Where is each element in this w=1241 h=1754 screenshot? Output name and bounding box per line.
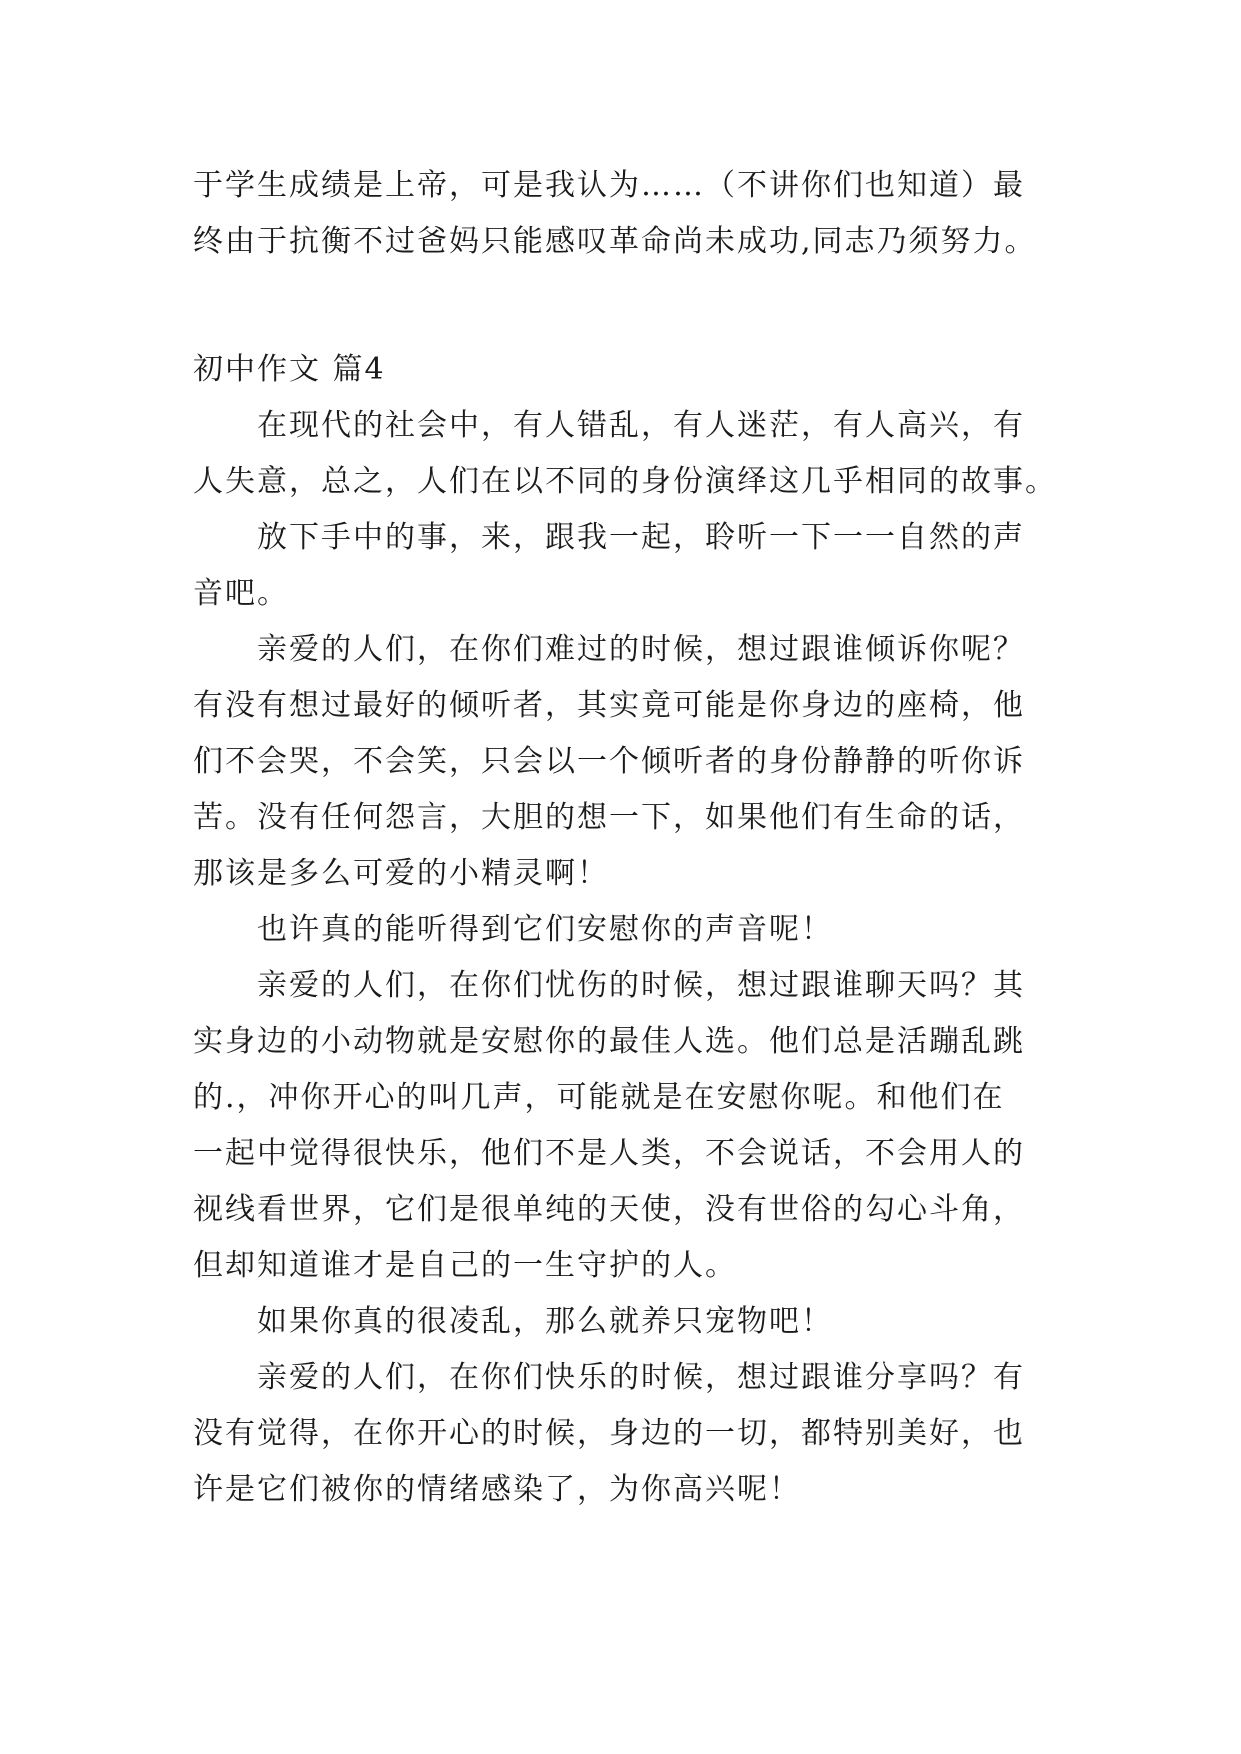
text-line: 视线看世界，它们是很单纯的天使，没有世俗的勾心斗角， <box>193 1192 1025 1227</box>
text-line: 亲爱的人们，在你们快乐的时候，想过跟谁分享吗？有 <box>193 1360 1025 1395</box>
section-gap <box>193 270 1093 342</box>
text-line: 一起中觉得很快乐，他们不是人类，不会说话，不会用人的 <box>193 1136 1025 1171</box>
text-line: 也许真的能听得到它们安慰你的声音呢！ <box>193 912 833 947</box>
text-line: 有没有想过最好的倾听者，其实竟可能是你身边的座椅，他 <box>193 688 1025 723</box>
text-line: 如果你真的很凌乱，那么就养只宠物吧！ <box>193 1304 833 1339</box>
text-line: 但却知道谁才是自己的一生守护的人。 <box>193 1248 737 1283</box>
text-line: 许是它们被你的情绪感染了，为你高兴呢！ <box>193 1472 801 1507</box>
text-line: 的.，冲你开心的叫几声，可能就是在安慰你呢。和他们在 <box>193 1080 1005 1115</box>
text-line: 人失意，总之，人们在以不同的身份演绎这几乎相同的故事。 <box>193 464 1057 499</box>
text-line: 放下手中的事，来，跟我一起，聆听一下一一自然的声 <box>193 520 1025 555</box>
text-line: 苦。没有任何怨言，大胆的想一下，如果他们有生命的话， <box>193 800 1025 835</box>
text-line: 于学生成绩是上帝，可是我认为……（不讲你们也知道）最 <box>193 168 1025 203</box>
text-line: 亲爱的人们，在你们难过的时候，想过跟谁倾诉你呢？ <box>193 632 1025 667</box>
text-line: 亲爱的人们，在你们忧伤的时候，想过跟谁聊天吗？其 <box>193 968 1025 1003</box>
text-line: 终由于抗衡不过爸妈只能感叹革命尚未成功,同志乃须努力。 <box>193 224 1037 259</box>
text-line: 实身边的小动物就是安慰你的最佳人选。他们总是活蹦乱跳 <box>193 1024 1025 1059</box>
text-line: 没有觉得，在你开心的时候，身边的一切，都特别美好，也 <box>193 1416 1025 1451</box>
text-line: 音吧。 <box>193 576 289 611</box>
text-line: 那该是多么可爱的小精灵啊！ <box>193 856 609 891</box>
text-line: 在现代的社会中，有人错乱，有人迷茫，有人高兴，有 <box>193 408 1025 443</box>
section-heading: 初中作文 篇4 <box>193 352 386 387</box>
document-body <box>193 158 1093 1518</box>
text-line: 们不会哭，不会笑，只会以一个倾听者的身份静静的听你诉 <box>193 744 1025 779</box>
